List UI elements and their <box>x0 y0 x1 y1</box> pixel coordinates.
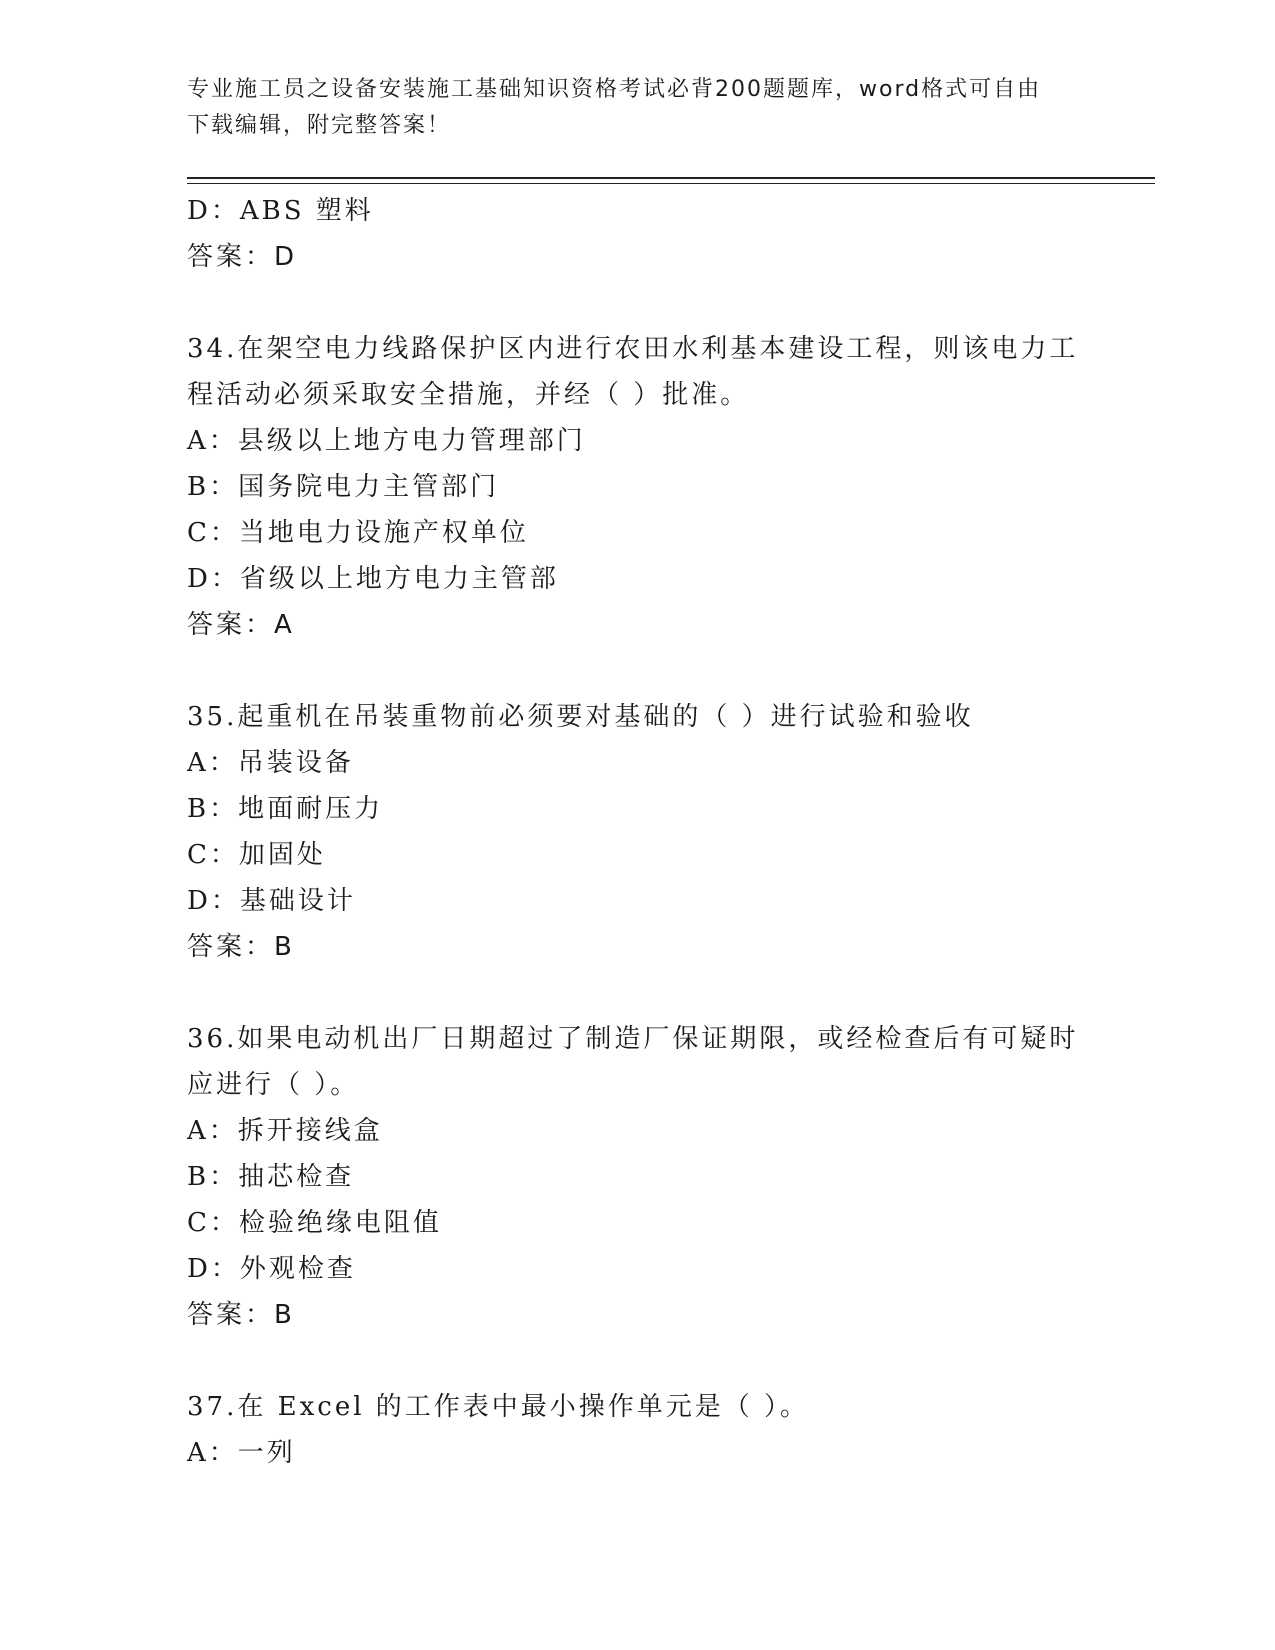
option-a: A：县级以上地方电力管理部门 <box>187 426 586 456</box>
document-header <box>187 72 1067 144</box>
answer: 答案：D <box>187 242 298 272</box>
header-line-1: 专业施工员之设备安装施工基础知识资格考试必背200题题库，word格式可自由 <box>187 77 1042 102</box>
option-a: A：吊装设备 <box>187 748 354 778</box>
answer: 答案：A <box>187 610 295 640</box>
option-b: B：国务院电力主管部门 <box>187 472 500 502</box>
answer: 答案：B <box>187 1300 295 1330</box>
option-b: B：地面耐压力 <box>187 794 384 824</box>
option-a: A：一列 <box>187 1438 296 1468</box>
question-stem: 34.在架空电力线路保护区内进行农田水利基本建设工程，则该电力工 <box>187 334 1079 364</box>
header-rule-thin <box>187 183 1155 184</box>
question-35 <box>187 694 1087 970</box>
header-line-2: 下载编辑，附完整答案！ <box>187 113 452 138</box>
option-c: C：当地电力设施产权单位 <box>187 518 529 548</box>
option-c: C：检验绝缘电阻值 <box>187 1208 442 1238</box>
header-rule-thick <box>187 177 1155 179</box>
option-d: D：ABS 塑料 <box>187 196 374 226</box>
question-stem: 应进行（ ）。 <box>187 1070 360 1100</box>
question-list <box>187 188 1087 1476</box>
question-37 <box>187 1384 1087 1476</box>
question-stem: 35.起重机在吊装重物前必须要对基础的（ ）进行试验和验收 <box>187 702 974 732</box>
option-a: A：拆开接线盒 <box>187 1116 383 1146</box>
question-stem: 36.如果电动机出厂日期超过了制造厂保证期限，或经检查后有可疑时 <box>187 1024 1079 1054</box>
option-c: C：加固处 <box>187 840 326 870</box>
question-36 <box>187 1016 1087 1338</box>
question-stem: 程活动必须采取安全措施，并经（ ）批准。 <box>187 380 750 410</box>
answer: 答案：B <box>187 932 295 962</box>
option-b: B：抽芯检查 <box>187 1162 355 1192</box>
question-34 <box>187 326 1087 648</box>
question-stem: 37.在 Excel 的工作表中最小操作单元是（ ）。 <box>187 1392 810 1422</box>
option-d: D：省级以上地方电力主管部 <box>187 564 559 594</box>
option-d: D：基础设计 <box>187 886 356 916</box>
option-d: D：外观检查 <box>187 1254 356 1284</box>
